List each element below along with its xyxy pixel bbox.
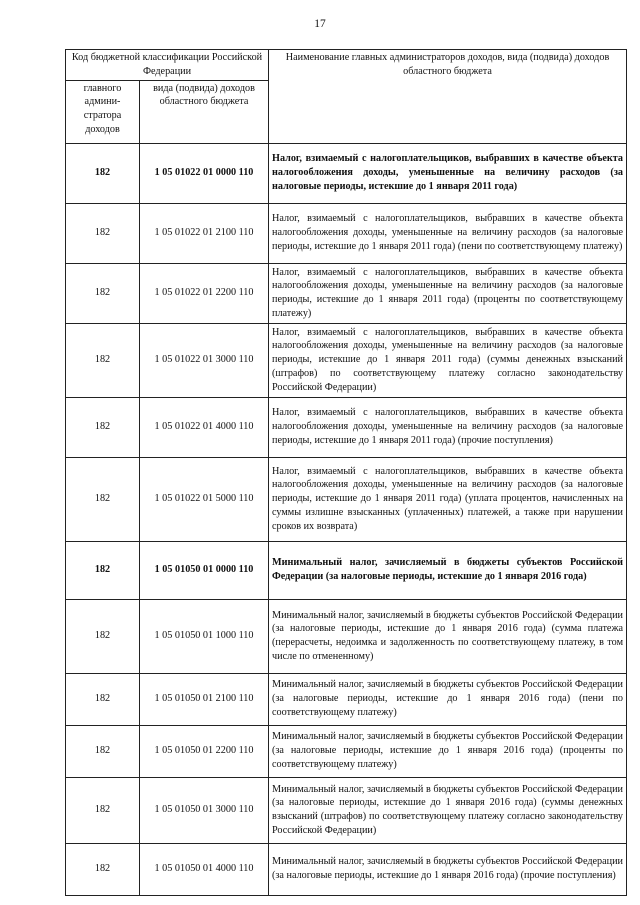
table-row	[66, 457, 627, 541]
header-name: Наименование главных администраторов доходов, вида (подвида) доходов областного бюджета	[269, 50, 627, 144]
budget-code: 1 05 01022 01 2200 110	[140, 263, 269, 323]
header-kbk: Код бюджетной классификации Российской Федерации	[66, 50, 269, 81]
revenue-name: Налог, взимаемый с налогоплательщиков, выбравших в качестве объекта налогообложения доходы, уменьшенные на величину расходов (за налоговые периоды, истекшие до 1 января 2011 года) (прочие поступления)	[269, 397, 627, 457]
revenue-classification-table	[65, 49, 627, 896]
budget-code: 1 05 01022 01 2100 110	[140, 203, 269, 263]
table-header-row	[66, 50, 627, 81]
admin-code: 182	[66, 203, 140, 263]
table-row	[66, 203, 627, 263]
admin-code: 182	[66, 457, 140, 541]
admin-code: 182	[66, 843, 140, 895]
table-row	[66, 397, 627, 457]
revenue-name: Минимальный налог, зачисляемый в бюджеты субъектов Российской Федерации (за налоговые периоды, истекшие до 1 января 2016 года) (пени по соответствующему платежу)	[269, 673, 627, 725]
budget-code: 1 05 01050 01 0000 110	[140, 541, 269, 599]
admin-code: 182	[66, 725, 140, 777]
admin-code: 182	[66, 323, 140, 397]
table-row	[66, 263, 627, 323]
page-number: 17	[314, 18, 326, 30]
revenue-name: Минимальный налог, зачисляемый в бюджеты субъектов Российской Федерации (за налоговые периоды, истекшие до 1 января 2016 года) (сумма платежа (перерасчеты, недоимка и задолженность по соответствующему платежу, в том числе по отмененному)	[269, 599, 627, 673]
table-row	[66, 599, 627, 673]
budget-code: 1 05 01022 01 3000 110	[140, 323, 269, 397]
admin-code: 182	[66, 143, 140, 203]
budget-code: 1 05 01022 01 5000 110	[140, 457, 269, 541]
admin-code: 182	[66, 263, 140, 323]
budget-code: 1 05 01050 01 2200 110	[140, 725, 269, 777]
table-row	[66, 541, 627, 599]
table-row	[66, 843, 627, 895]
budget-code: 1 05 01050 01 4000 110	[140, 843, 269, 895]
table-row	[66, 725, 627, 777]
revenue-name: Минимальный налог, зачисляемый в бюджеты субъектов Российской Федерации (за налоговые периоды, истекшие до 1 января 2016 года) (суммы денежных взысканий (штрафов) по соответствующему платежу согласно законодательству Российской Федерации)	[269, 777, 627, 843]
budget-code: 1 05 01050 01 1000 110	[140, 599, 269, 673]
table-row	[66, 673, 627, 725]
budget-code: 1 05 01022 01 4000 110	[140, 397, 269, 457]
table-row	[66, 323, 627, 397]
admin-code: 182	[66, 397, 140, 457]
revenue-name: Налог, взимаемый с налогоплательщиков, выбравших в качестве объекта налогообложения доходы, уменьшенные на величину расходов (за налоговые периоды, истекшие до 1 января 2011 года) (пени по соответствующему платежу)	[269, 203, 627, 263]
admin-code: 182	[66, 541, 140, 599]
revenue-name: Минимальный налог, зачисляемый в бюджеты субъектов Российской Федерации (за налоговые периоды, истекшие до 1 января 2016 года) (прочие поступления)	[269, 843, 627, 895]
header-type: вида (подвида) доходов областного бюджета	[140, 80, 269, 143]
table-row	[66, 777, 627, 843]
admin-code: 182	[66, 673, 140, 725]
revenue-name: Налог, взимаемый с налогоплательщиков, выбравших в качестве объекта налогообложения доходы, уменьшенные на величину расходов (за налоговые периоды, истекшие до 1 января 2011 года) (уплата процентов, начисленных на суммы излишне взысканных (уплаченных) платежей, а также при нарушении сроков их возврата)	[269, 457, 627, 541]
revenue-name: Минимальный налог, зачисляемый в бюджеты субъектов Российской Федерации (за налоговые периоды, истекшие до 1 января 2016 года) (проценты по соответствующему платежу)	[269, 725, 627, 777]
revenue-name: Налог, взимаемый с налогоплательщиков, выбравших в качестве объекта налогообложения доходы, уменьшенные на величину расходов (за налоговые периоды, истекшие до 1 января 2011 года) (проценты по соответствующему платежу)	[269, 263, 627, 323]
budget-code: 1 05 01022 01 0000 110	[140, 143, 269, 203]
revenue-name: Налог, взимаемый с налогоплательщиков, выбравших в качестве объекта налогообложения доходы, уменьшенные на величину расходов (за налоговые периоды, истекшие до 1 января 2011 года)	[269, 143, 627, 203]
admin-code: 182	[66, 777, 140, 843]
revenue-name: Минимальный налог, зачисляемый в бюджеты субъектов Российской Федерации (за налоговые периоды, истекшие до 1 января 2016 года)	[269, 541, 627, 599]
table-row	[66, 143, 627, 203]
admin-code: 182	[66, 599, 140, 673]
budget-code: 1 05 01050 01 3000 110	[140, 777, 269, 843]
revenue-name: Налог, взимаемый с налогоплательщиков, выбравших в качестве объекта налогообложения доходы, уменьшенные на величину расходов (за налоговые периоды, истекшие до 1 января 2011 года) (суммы денежных взысканий (штрафов) по соответствующему платежу согласно законодательству Российской Федерации)	[269, 323, 627, 397]
header-admin: главного админи-стратора доходов	[66, 80, 140, 143]
budget-code: 1 05 01050 01 2100 110	[140, 673, 269, 725]
